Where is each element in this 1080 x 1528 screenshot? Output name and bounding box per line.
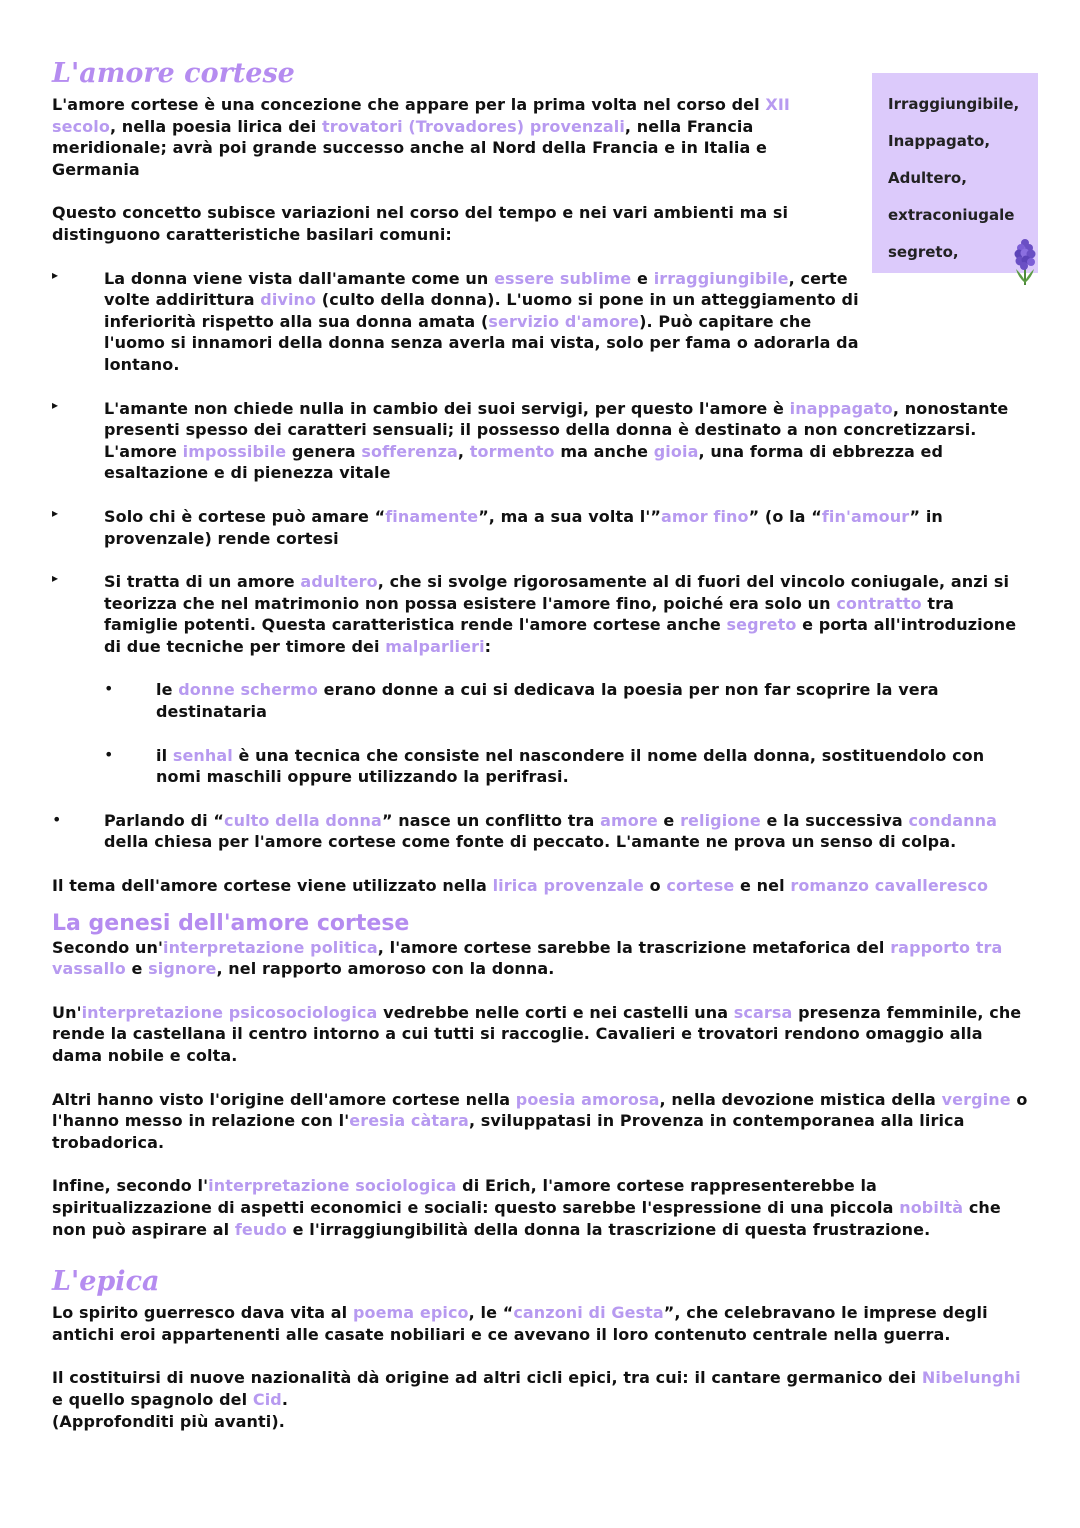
text-segment: ”, ma a sua volta l'” — [478, 506, 661, 526]
text-segment: ”, che celebravano le imprese degli antichi eroi appartenenti alle casate nobiliari e ce avevano il loro contenuto centrale nella guerra. — [52, 1303, 988, 1344]
highlighted-term: poema epico — [352, 1303, 469, 1323]
highlighted-term: adultero — [300, 572, 378, 592]
text-segment: Lo spirito guerresco dava vita al — [52, 1303, 353, 1323]
text-segment: o l'hanno messo in relazione con l' — [52, 1089, 1028, 1131]
genesi-paragraph — [52, 937, 1032, 980]
text-segment: tra famiglie potenti. Questa caratteristica rende l'amore cortese anche — [104, 593, 955, 635]
text-segment: è una tecnica che consiste nel nascondere il nome della donna, sostituendolo con nomi maschili oppure utilizzando la perifrasi. — [156, 745, 985, 787]
text-segment: Solo chi è cortese può amare “ — [104, 506, 386, 526]
text-segment: Questo concetto subisce variazioni nel corso del tempo e nei vari ambienti ma si distinguono caratteristiche basilari comuni: — [52, 203, 789, 244]
text-segment: presenza femminile, che rende la castellana il centro intorno a cui tutti si raccoglie. Cavalieri e trovatori rendono omaggio alla dama nobile e colta. — [52, 1002, 1022, 1065]
text-segment: erano donne a cui si dedicava la poesia per non far scoprire la vera destinataria — [156, 680, 939, 722]
text-segment: , una forma di ebbrezza ed esaltazione e di pienezza vitale — [104, 441, 944, 483]
text-segment: e nel — [734, 876, 791, 896]
characteristics-list — [52, 268, 1032, 853]
keyword: extraconiugale — [888, 206, 1015, 224]
text-segment: Si tratta di un amore — [104, 572, 301, 592]
highlighted-term: contratto — [836, 593, 922, 613]
text-segment: e porta all'introduzione di due tecniche per timore dei — [104, 615, 1017, 656]
text-segment: della chiesa per l'amore cortese come fonte di peccato. L'amante ne prova un senso di colpa. — [104, 832, 957, 852]
hyacinth-flower-icon — [1012, 237, 1038, 287]
highlighted-term: scarsa — [733, 1002, 793, 1022]
highlighted-term: condanna — [908, 810, 997, 830]
text-segment: (culto della donna). L'uomo si pone in un atteggiamento di inferiorità rispetto alla sua donna amata ( — [104, 290, 859, 331]
intro-paragraph-1 — [52, 94, 852, 180]
section-title-amore-cortese: L'amore cortese — [52, 58, 295, 89]
list-item-text — [104, 398, 1032, 484]
text-segment: ” in provenzale) rende cortesi — [104, 506, 943, 548]
text-segment: e l'irraggiungibilità della donna la trascrizione di questa frustrazione. — [287, 1219, 931, 1239]
text-segment: che non può aspirare al — [52, 1197, 1001, 1239]
text-segment: di Erich, l'amore cortese rappresenterebbe la spiritualizzazione di aspetti economici e sociali: questo sarebbe l'espressione di una piccola — [52, 1176, 900, 1217]
text-segment: , le “ — [468, 1303, 514, 1323]
footnote: (Approfonditi più avanti). — [52, 1411, 285, 1431]
list-item — [52, 398, 1032, 484]
text-segment: ” nasce un conflitto tra — [381, 810, 601, 830]
sub-list-item — [104, 679, 1032, 722]
highlighted-term: amore — [600, 810, 658, 830]
keywords-box — [872, 73, 1038, 273]
keyword: segreto, — [888, 243, 959, 261]
text-segment: o — [643, 876, 667, 896]
highlighted-term: culto della donna — [224, 810, 382, 830]
highlighted-term: Cid — [252, 1389, 282, 1409]
bullet-icon: ▸ — [52, 397, 59, 412]
list-item-text — [104, 506, 1032, 549]
highlighted-term: nobiltà — [899, 1197, 964, 1217]
highlighted-term: impossibile — [182, 441, 287, 461]
highlighted-term: sofferenza — [361, 441, 458, 461]
text-segment: L'amante non chiede nulla in cambio dei suoi servigi, per questo l'amore è — [104, 398, 790, 418]
highlighted-term: canzoni di Gesta — [513, 1303, 664, 1323]
list-item — [52, 506, 1032, 549]
highlighted-term: rapporto tra vassallo — [52, 937, 1003, 979]
keyword: Inappagato, — [888, 132, 991, 150]
text-segment: ). Può capitare che l'uomo si innamori della donna senza averla mai vista, solo per fama o adorarla da lontano. — [104, 311, 859, 374]
highlighted-term: divino — [260, 290, 317, 310]
list-item-text — [104, 810, 1032, 853]
highlighted-term: vergine — [941, 1089, 1011, 1109]
text-segment: e la successiva — [760, 810, 909, 830]
text-segment: Parlando di “ — [104, 810, 224, 830]
highlighted-term: eresia càtara — [349, 1111, 469, 1131]
text-segment: e — [657, 810, 681, 830]
text-segment: La donna viene vista dall'amante come un — [104, 268, 495, 288]
text-segment: e — [631, 268, 654, 288]
text-segment: , nella Francia meridionale; avrà poi grande successo anche al Nord della Francia e in Italia e Germania — [52, 116, 768, 179]
highlighted-term: senhal — [172, 745, 233, 765]
text-segment: . — [281, 1389, 289, 1409]
genesi-paragraph — [52, 1089, 1032, 1154]
sub-list-item-text — [156, 679, 1032, 722]
highlighted-term: lirica provenzale — [492, 876, 644, 896]
epica-paragraph — [52, 1302, 1032, 1345]
list-item-text — [104, 268, 864, 376]
text-segment: ” (o la “ — [748, 506, 822, 526]
text-segment: e quello spagnolo del — [52, 1389, 253, 1409]
highlighted-term: cortese — [666, 876, 735, 896]
list-item — [52, 810, 1032, 853]
text-segment: , l'amore cortese sarebbe la trascrizione metaforica del — [377, 937, 891, 957]
highlighted-term: poesia amorosa — [515, 1089, 660, 1109]
text-segment: , — [457, 441, 470, 461]
sub-list-item — [104, 745, 1032, 788]
highlighted-term: interpretazione psicosociologica — [81, 1002, 378, 1022]
text-segment: Secondo un' — [52, 937, 164, 957]
text-segment: Il tema dell'amore cortese viene utilizzato nella — [52, 876, 493, 896]
text-segment: , nella devozione mistica della — [659, 1089, 942, 1109]
dot-icon: • — [52, 809, 62, 829]
text-segment: Un' — [52, 1002, 82, 1022]
highlighted-term: feudo — [234, 1219, 288, 1239]
list-item — [52, 571, 1032, 788]
subheading-genesi: La genesi dell'amore cortese — [52, 910, 410, 936]
techniques-list — [104, 679, 1032, 787]
text-segment: : — [484, 636, 492, 656]
tema-paragraph — [52, 875, 1032, 897]
highlighted-term: essere sublime — [494, 268, 632, 288]
highlighted-term: religione — [680, 810, 761, 830]
highlighted-term: interpretazione politica — [163, 937, 378, 957]
text-segment: Altri hanno visto l'origine dell'amore cortese nella — [52, 1089, 516, 1109]
highlighted-term: donne schermo — [178, 680, 318, 700]
highlighted-term: fin'amour — [821, 506, 910, 526]
text-segment: genera — [286, 441, 362, 461]
text-segment: e — [125, 959, 149, 979]
dot-icon: • — [104, 679, 114, 699]
section-title-epica: L'epica — [52, 1266, 160, 1298]
intro-paragraph-2 — [52, 202, 852, 245]
highlighted-term: tormento — [469, 441, 555, 461]
text-segment: le — [156, 680, 179, 700]
bullet-icon: ▸ — [52, 505, 59, 520]
highlighted-term: gioia — [653, 441, 699, 461]
highlighted-term: Nibelunghi — [921, 1368, 1021, 1388]
dot-icon: • — [104, 744, 114, 764]
genesi-paragraph — [52, 1002, 1032, 1067]
text-segment: vedrebbe nelle corti e nei castelli una — [377, 1002, 734, 1022]
list-item — [52, 268, 1032, 376]
highlighted-term: amor fino — [660, 506, 749, 526]
list-item-text — [104, 571, 1032, 657]
highlighted-term: inappagato — [789, 398, 893, 418]
epica-paragraph — [52, 1367, 1032, 1410]
highlighted-term: interpretazione sociologica — [208, 1176, 457, 1196]
text-segment: , nonostante presenti spesso dei caratteri sensuali; il possesso della donna è destinato a non concretizzarsi. L'amore — [104, 398, 1009, 461]
genesi-paragraph — [52, 1175, 1032, 1240]
bullet-icon: ▸ — [52, 571, 59, 586]
text-segment: , che si svolge rigorosamente al di fuori del vincolo coniugale, anzi si teorizza che nel matrimonio non possa esistere l'amore fino, poiché era solo un — [104, 572, 1010, 613]
highlighted-term: trovatori (Trovadores) provenzali — [322, 116, 625, 136]
text-segment: il — [156, 745, 173, 765]
text-segment: , certe volte addirittura — [104, 268, 848, 310]
highlighted-term: romanzo cavalleresco — [790, 876, 989, 896]
highlighted-term: XII secolo — [52, 95, 790, 136]
text-segment: L'amore cortese è una concezione che appare per la prima volta nel corso del — [52, 95, 766, 114]
text-segment: , nel rapporto amoroso con la donna. — [216, 959, 555, 979]
highlighted-term: servizio d'amore — [488, 311, 640, 331]
highlighted-term: malparlieri — [385, 636, 485, 656]
text-segment: , sviluppatasi in Provenza in contemporanea alla lirica trobadorica. — [52, 1111, 965, 1152]
text-segment: Infine, secondo l' — [52, 1176, 209, 1196]
text-segment: , nella poesia lirica dei — [109, 116, 322, 136]
highlighted-term: irraggiungibile — [653, 268, 789, 288]
keyword: Irraggiungibile, — [888, 95, 1020, 113]
sub-list-item-text — [156, 745, 1032, 788]
highlighted-term: segreto — [726, 615, 797, 635]
keyword: Adultero, — [888, 169, 967, 187]
bullet-icon: ▸ — [52, 267, 59, 282]
highlighted-term: finamente — [385, 506, 479, 526]
text-segment: Il costituirsi di nuove nazionalità dà origine ad altri cicli epici, tra cui: il cantare germanico dei — [52, 1368, 922, 1388]
text-segment: ma anche — [554, 441, 654, 461]
highlighted-term: signore — [148, 959, 217, 979]
